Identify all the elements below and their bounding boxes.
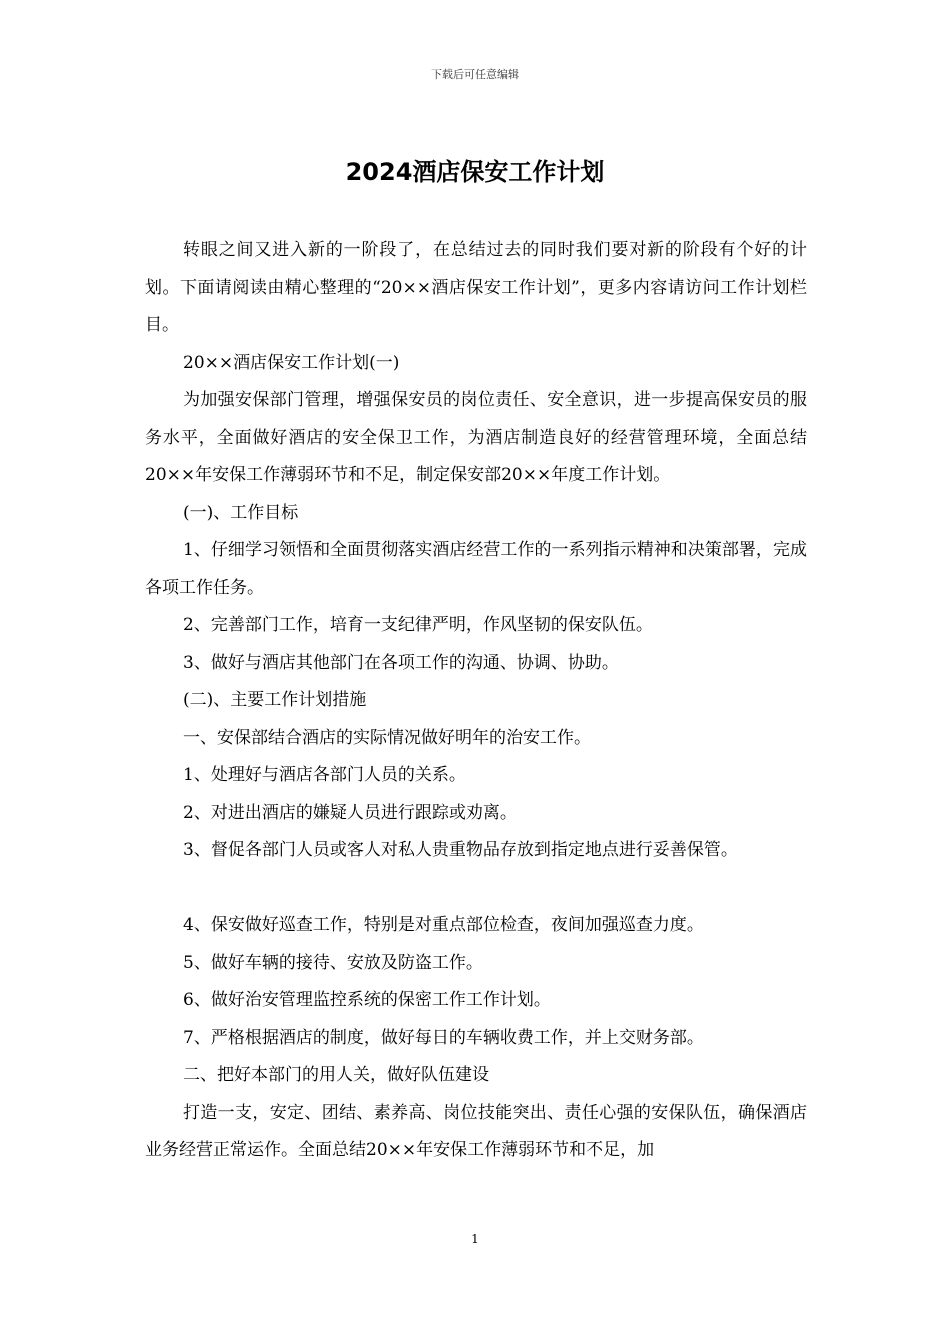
- measure-item-6: 6、做好治安管理监控系统的保密工作工作计划。: [183, 990, 551, 1010]
- measure-heading-1: 一、安保部结合酒店的实际情况做好明年的治安工作。: [183, 727, 591, 748]
- measure-item-7: 7、严格根据酒店的制度，做好每日的车辆收费工作，并上交财务部。: [183, 1027, 704, 1048]
- document-title: 2024酒店保安工作计划: [345, 158, 605, 186]
- document-body: [145, 232, 807, 1170]
- measure-heading-2: 二、把好本部门的用人关，做好队伍建设: [183, 1065, 489, 1085]
- paragraph-subtitle: 20××酒店保安工作计划(一): [183, 352, 400, 373]
- paragraph-purpose: 为加强安保部门管理，增强保安员的岗位责任、安全意识，进一步提高保安员的服务水平，全面做好酒店的安全保卫工作，为酒店制造良好的经营管理环境，全面总结20××年安保工作薄弱环节和不足，制定保安部20××年度工作计划。: [145, 390, 807, 485]
- measure-item-4: 4、保安做好巡查工作，特别是对重点部位检查，夜间加强巡查力度。: [183, 915, 704, 935]
- paragraph-team-building: 打造一支，安定、团结、素养高、岗位技能突出、责任心强的安保队伍，确保酒店业务经营正常运作。全面总结20××年安保工作薄弱环节和不足，加: [145, 1102, 807, 1160]
- measure-item-3: 3、督促各部门人员或客人对私人贵重物品存放到指定地点进行妥善保管。: [183, 840, 738, 860]
- measure-item-5: 5、做好车辆的接待、安放及防盗工作。: [183, 952, 483, 973]
- measure-item-1: 1、处理好与酒店各部门人员的关系。: [183, 765, 466, 785]
- goal-item-1: 1、仔细学习领悟和全面贯彻落实酒店经营工作的一系列指示精神和决策部署，完成各项工作任务。: [145, 540, 807, 598]
- blank-line: [145, 870, 807, 908]
- section-heading-goals: (一)、工作目标: [183, 502, 299, 523]
- section-heading-measures: (二)、主要工作计划措施: [183, 690, 367, 710]
- page-header: 下载后可任意编辑: [431, 68, 519, 81]
- paragraph-intro: 转眼之间又进入新的一阶段了，在总结过去的同时我们要对新的阶段有个好的计划。下面请阅读由精心整理的“20××酒店保安工作计划”，更多内容请访问工作计划栏目。: [145, 240, 807, 335]
- page-number: 1: [471, 1232, 479, 1246]
- goal-item-2: 2、完善部门工作，培育一支纪律严明，作风坚韧的保安队伍。: [183, 615, 653, 635]
- goal-item-3: 3、做好与酒店其他部门在各项工作的沟通、协调、协助。: [183, 652, 619, 673]
- measure-item-2: 2、对进出酒店的嫌疑人员进行跟踪或劝离。: [183, 802, 517, 823]
